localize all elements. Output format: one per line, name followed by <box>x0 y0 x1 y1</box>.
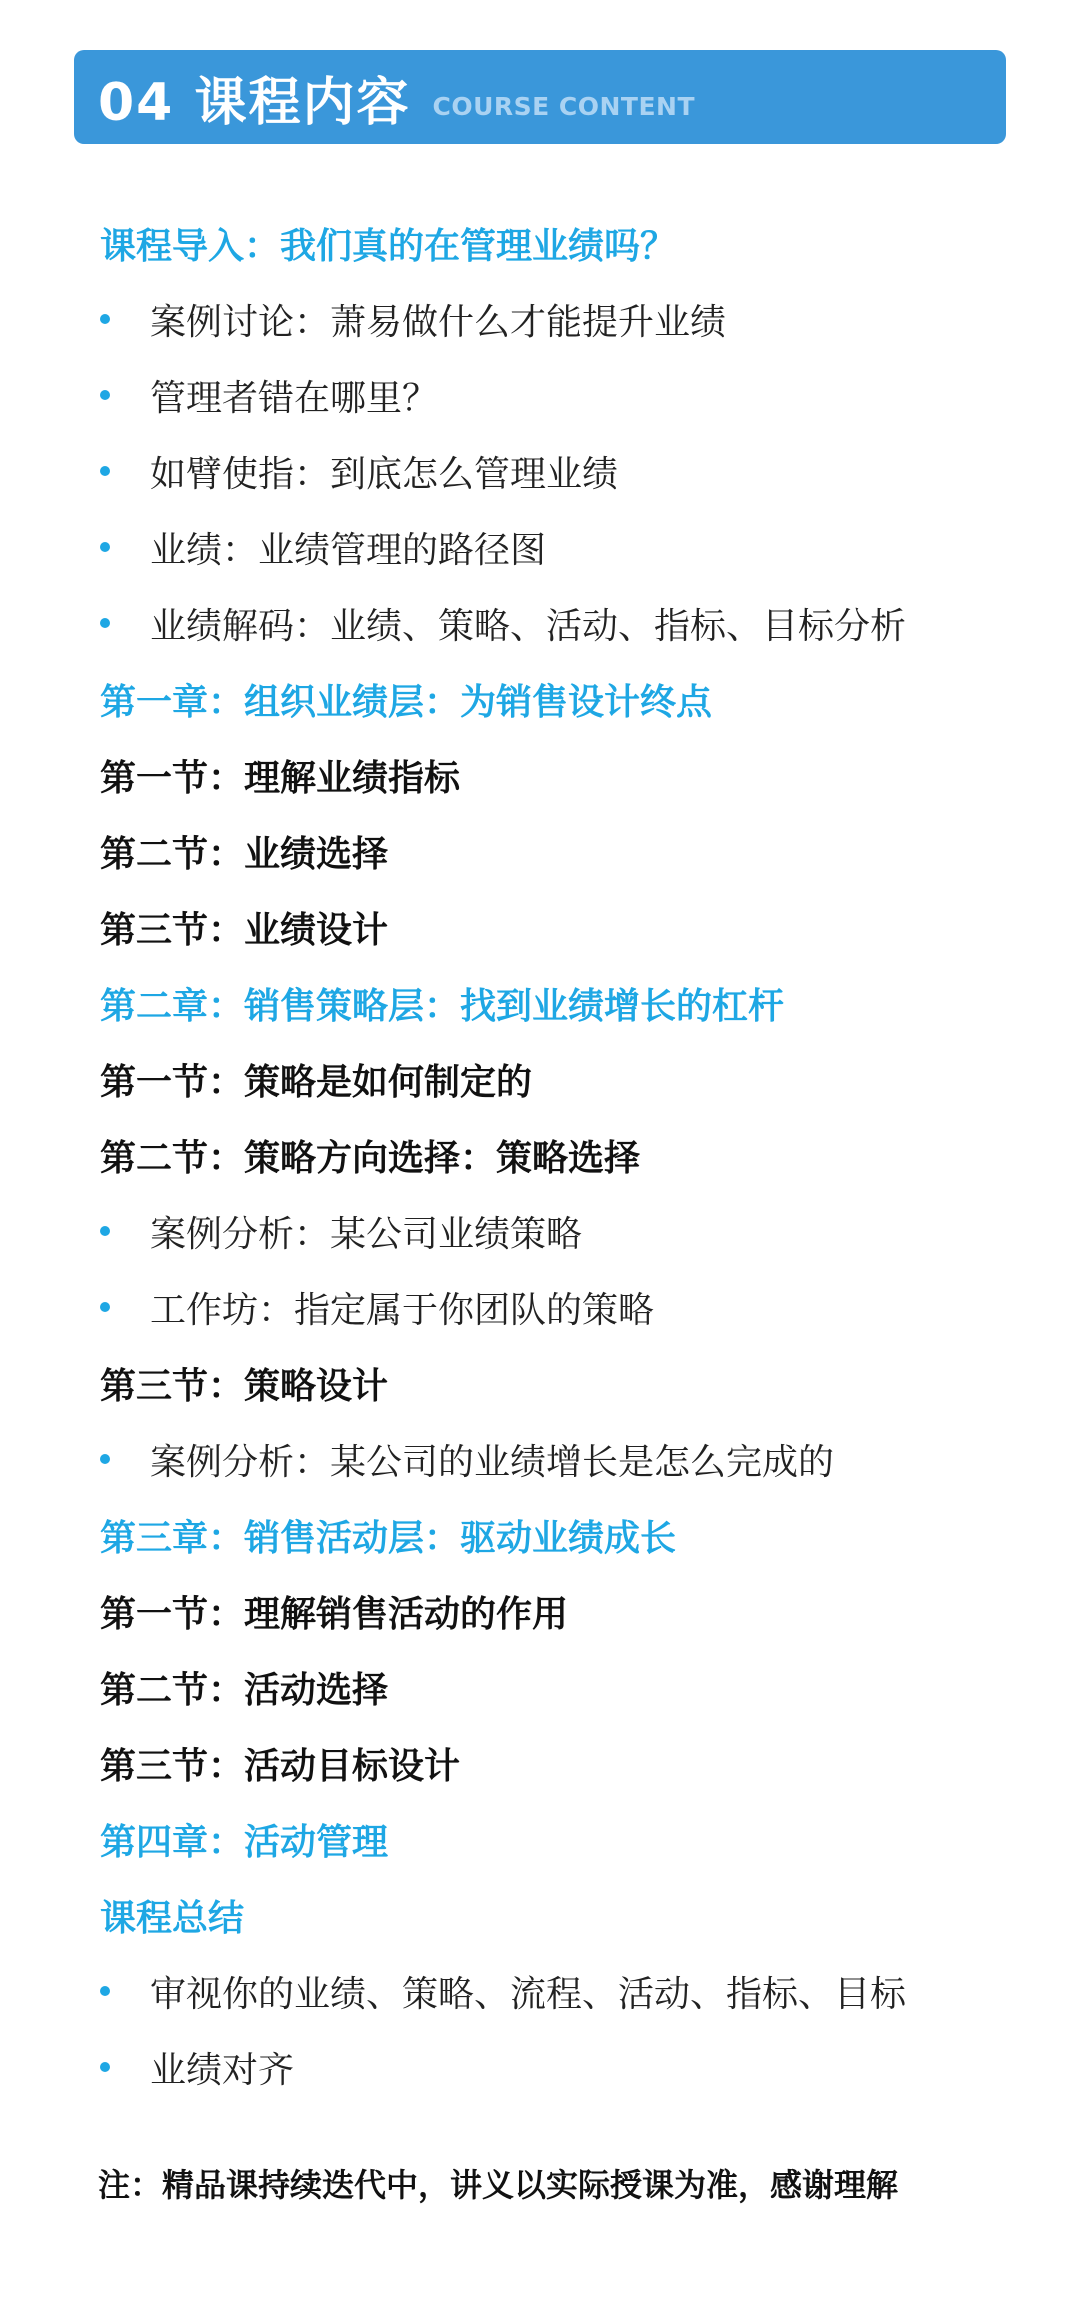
chapter-heading <box>0 1497 1080 1573</box>
bullet-item <box>0 585 1080 661</box>
bullet-dot-icon <box>100 390 110 400</box>
section-header-banner <box>74 50 1006 144</box>
outline-text: 案例分析：某公司的业绩增长是怎么完成的 <box>150 1441 835 1483</box>
chapter-heading <box>0 1801 1080 1877</box>
outline-text: 如臂使指：到底怎么管理业绩 <box>150 453 619 495</box>
bullet-dot-icon <box>100 1454 110 1464</box>
section-heading <box>0 1345 1080 1421</box>
section-heading <box>0 1117 1080 1193</box>
outline-text: 第三章：销售活动层：驱动业绩成长 <box>100 1517 677 1559</box>
chapter-heading <box>0 205 1080 281</box>
outline-text: 业绩解码：业绩、策略、活动、指标、目标分析 <box>150 605 907 647</box>
outline-text: 工作坊：指定属于你团队的策略 <box>150 1289 655 1331</box>
bullet-dot-icon <box>100 466 110 476</box>
section-heading <box>0 1573 1080 1649</box>
outline-text: 第一章：组织业绩层：为销售设计终点 <box>100 681 713 723</box>
outline-text: 第一节：理解销售活动的作用 <box>100 1593 569 1635</box>
bullet-item <box>0 1421 1080 1497</box>
outline-text: 业绩：业绩管理的路径图 <box>150 529 547 571</box>
bullet-dot-icon <box>100 1302 110 1312</box>
outline-text: 案例讨论：萧易做什么才能提升业绩 <box>150 301 727 343</box>
bullet-item <box>0 509 1080 585</box>
chapter-heading <box>0 965 1080 1041</box>
bullet-dot-icon <box>100 1226 110 1236</box>
footnote: 注：精品课持续迭代中，讲义以实际授课为准，感谢理解 <box>98 2166 899 2204</box>
bullet-dot-icon <box>100 314 110 324</box>
bullet-item <box>0 2029 1080 2105</box>
chapter-heading <box>0 661 1080 737</box>
bullet-dot-icon <box>100 618 110 628</box>
outline-text: 第三节：业绩设计 <box>100 909 389 951</box>
bullet-item <box>0 1269 1080 1345</box>
outline-text: 审视你的业绩、策略、流程、活动、指标、目标 <box>150 1973 907 2015</box>
bullet-item <box>0 281 1080 357</box>
section-heading <box>0 813 1080 889</box>
bullet-item <box>0 1953 1080 2029</box>
outline-text: 课程总结 <box>100 1897 245 1939</box>
section-subtitle: COURSE CONTENT <box>432 91 696 121</box>
section-heading <box>0 1725 1080 1801</box>
outline-text: 第三节：活动目标设计 <box>100 1745 461 1787</box>
outline-text: 第二章：销售策略层：找到业绩增长的杠杆 <box>100 985 785 1027</box>
outline-text: 案例分析：某公司业绩策略 <box>150 1213 583 1255</box>
outline-text: 第三节：策略设计 <box>100 1365 389 1407</box>
bullet-dot-icon <box>100 542 110 552</box>
bullet-dot-icon <box>100 1986 110 1996</box>
outline-text: 第二节：业绩选择 <box>100 833 389 875</box>
outline-text: 管理者错在哪里？ <box>150 377 439 419</box>
outline-text: 业绩对齐 <box>150 2049 295 2091</box>
bullet-item <box>0 433 1080 509</box>
bullet-dot-icon <box>100 2062 110 2072</box>
section-heading <box>0 1649 1080 1725</box>
outline-text: 第一节：策略是如何制定的 <box>100 1061 533 1103</box>
outline-text: 第一节：理解业绩指标 <box>100 757 461 799</box>
section-heading <box>0 737 1080 813</box>
section-heading <box>0 889 1080 965</box>
outline-text: 课程导入：我们真的在管理业绩吗？ <box>100 225 677 267</box>
section-title: 04 课程内容 <box>98 72 411 133</box>
outline-text: 第二节：活动选择 <box>100 1669 389 1711</box>
bullet-item <box>0 1193 1080 1269</box>
course-outline <box>0 205 1080 2105</box>
section-heading <box>0 1041 1080 1117</box>
chapter-heading <box>0 1877 1080 1953</box>
outline-text: 第四章：活动管理 <box>100 1821 389 1863</box>
outline-text: 第二节：策略方向选择：策略选择 <box>100 1137 641 1179</box>
bullet-item <box>0 357 1080 433</box>
